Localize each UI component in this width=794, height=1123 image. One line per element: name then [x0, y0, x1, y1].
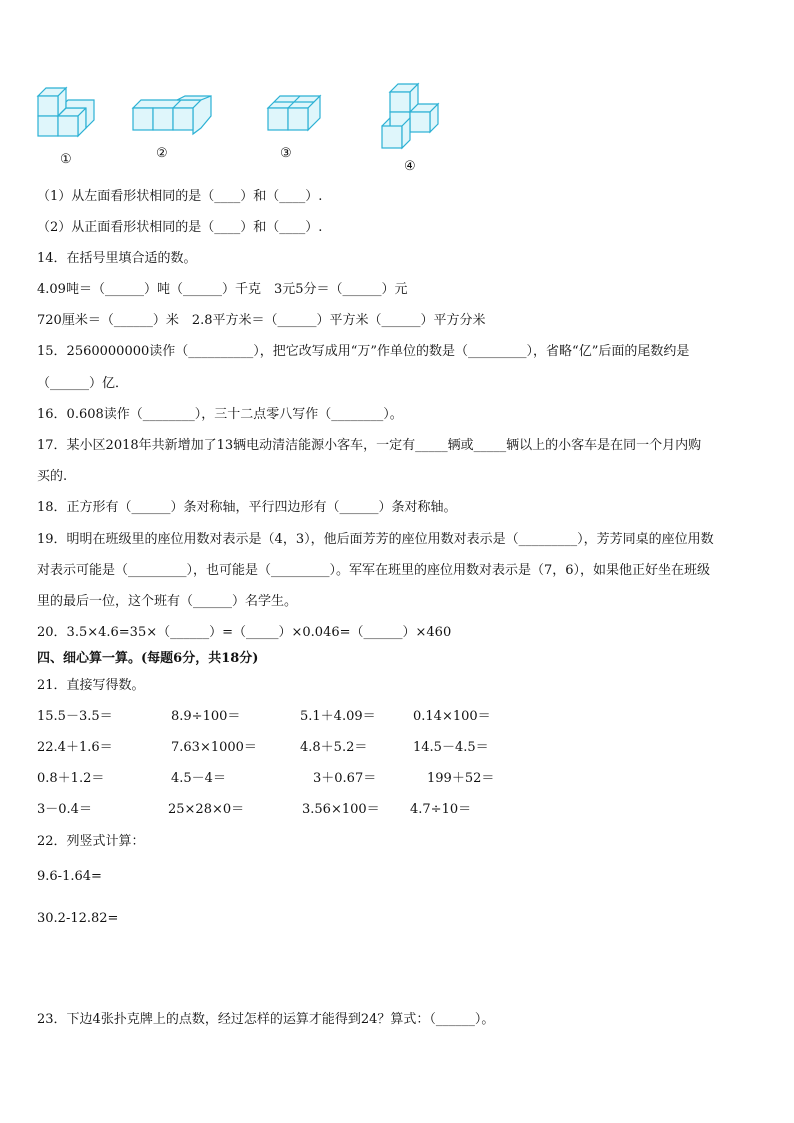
q17-line-a: 17．某小区2018年共新增加了13辆电动清洁能源小客车，一定有_____辆或_____辆以上的小客车是在同一个月内购: [37, 438, 702, 453]
q21-r1-c1: 15.5－3.5＝: [37, 709, 113, 724]
section-4-heading: 四、细心算一算。(每题6分，共18分): [37, 651, 259, 666]
q14-line-a: 4.09吨＝（______）吨（______）千克 3元5分＝（______）元: [37, 282, 408, 297]
cube-figure-1: [36, 86, 100, 146]
cube-figure-2: [131, 94, 215, 140]
q15-line-b: （______）亿．: [37, 376, 129, 391]
q21-r3-c2: 4.5－4＝: [171, 771, 226, 786]
q20: 20．3.5×4.6=35×（______）=（_____）×0.046=（______）×460: [37, 625, 452, 640]
q19-line-b: 对表示可能是（_________），也可能是（_________）。军军在班里的座位用数对表示是（7，6），如果他正好坐在班级: [37, 563, 711, 578]
figure-label-2: ②: [156, 146, 168, 161]
q21-r2-c4: 14.5－4.5＝: [413, 740, 489, 755]
q21-r3-c4: 199＋52＝: [427, 771, 495, 786]
figure-label-4: ④: [404, 159, 416, 174]
q18: 18．正方形有（______）条对称轴，平行四边形有（______）条对称轴。: [37, 500, 457, 515]
cube-figure-4: [380, 82, 446, 154]
q21-r2-c3: 4.8＋5.2＝: [300, 740, 368, 755]
q21-r1-c4: 0.14×100＝: [413, 709, 491, 724]
q17-line-b: 买的.: [37, 469, 68, 484]
q21-r4-c4: 4.7÷10＝: [410, 802, 472, 817]
q23: 23．下边4张扑克牌上的点数，经过怎样的运算才能得到24？算式：（______）。: [37, 1012, 495, 1027]
cube-figure-3: [266, 92, 330, 140]
q21-r4-c1: 3－0.4＝: [37, 802, 92, 817]
q21-r2-c2: 7.63×1000＝: [171, 740, 257, 755]
q21-r4-c3: 3.56×100＝: [302, 802, 380, 817]
q22-title: 22．列竖式计算：: [37, 834, 145, 849]
q21-r4-c2: 25×28×0＝: [168, 802, 245, 817]
figure-label-3: ③: [280, 146, 292, 161]
q21-title: 21．直接写得数。: [37, 678, 145, 693]
q16: 16．0.608读作（________），三十二点零八写作（________）。: [37, 407, 403, 422]
q21-r3-c1: 0.8＋1.2＝: [37, 771, 105, 786]
q14-title: 14．在括号里填合适的数。: [37, 251, 197, 266]
q21-r1-c2: 8.9÷100＝: [171, 709, 241, 724]
q21-r1-c3: 5.1＋4.09＝: [300, 709, 376, 724]
q15-line-a: 15．2560000000读作（__________），把它改写成用“万”作单位的数是（_________），省略“亿”后面的尾数约是: [37, 344, 690, 359]
q21-r2-c1: 22.4＋1.6＝: [37, 740, 113, 755]
figure-label-1: ①: [60, 152, 72, 167]
q19-line-c: 里的最后一位，这个班有（______）名学生。: [37, 594, 298, 609]
q22-a: 9.6-1.64=: [37, 869, 102, 884]
q22-b: 30.2-12.82=: [37, 911, 119, 926]
q13-part2: （2）从正面看形状相同的是（____）和（____）.: [37, 220, 323, 235]
q14-line-b: 720厘米＝（______）米 2.8平方米＝（______）平方米（______）平方分米: [37, 313, 486, 328]
q13-part1: （1）从左面看形状相同的是（____）和（____）.: [37, 189, 323, 204]
q19-line-a: 19．明明在班级里的座位用数对表示是（4，3），他后面芳芳的座位用数对表示是（_________），芳芳同桌的座位用数: [37, 532, 714, 547]
q21-r3-c3: 3＋0.67＝: [313, 771, 377, 786]
